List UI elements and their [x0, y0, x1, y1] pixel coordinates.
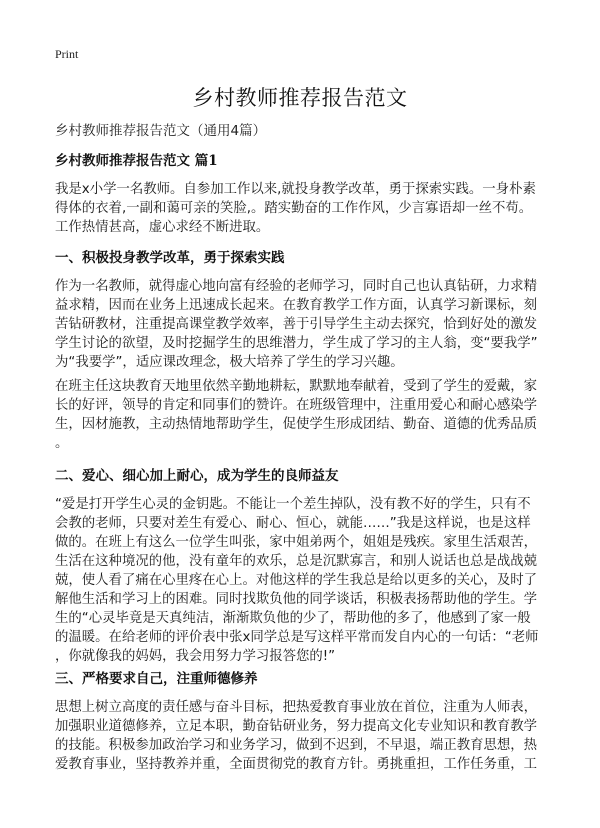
- paragraph-line: 兢，使人看了痛在心里疼在心上。对他这样的学生我总是给以更多的关心，及时了: [55, 573, 538, 588]
- section-1-paragraph-1: [55, 277, 547, 372]
- paragraph-line: 。: [55, 436, 69, 451]
- paragraph-line: 为“我要学”，适应课改理念，极大培养了学生的学习兴趣。: [55, 355, 404, 370]
- paragraph-line: 作为一名教师，就得虚心地向富有经验的老师学习，同时自己也认真钻研，力求精: [55, 279, 538, 294]
- paragraph-line: 的技能。积极参加政治学习和业务学习，做到不迟到，不早退，端正教育思想，热: [55, 738, 538, 753]
- paragraph-line: 思想上树立高度的责任感与奋斗目标，把热爱教育事业放在首位，注重为人师表，: [55, 700, 538, 715]
- paragraph-line: 做的。在班上有这么一位学生叫张，家中姐弟两个，姐姐是残疾。家里生活艰苦，: [55, 535, 538, 550]
- section-3-paragraph-1: [55, 698, 547, 774]
- document-title: 乡村教师推荐报告范文: [192, 86, 408, 110]
- print-label: Print: [55, 47, 79, 61]
- paragraph-line: ，你就像我的妈妈，我会用努力学习报答您的!”: [55, 649, 336, 664]
- paragraph-line: 在班主任这块教育天地里依然辛勤地耕耘，默默地奉献着，受到了学生的爱戴，家: [55, 379, 538, 394]
- paragraph-line: 爱教育事业，坚持教养并重，全面贯彻党的教育方针。勇挑重担，工作任务重，工: [55, 757, 538, 772]
- paragraph-line: 生，因材施教，主动热情地帮助学生，促使学生形成团结、勤奋、道德的优秀品质: [55, 417, 538, 432]
- paragraph-line: 长的好评，领导的肯定和同事们的赞许。在班级管理中，注重用爱心和耐心感染学: [55, 398, 538, 413]
- section-2-paragraph-1: [55, 495, 547, 666]
- section-heading-1: 一、积极投身教学改革，勇于探索实践: [55, 250, 285, 266]
- paragraph-line: 苦钻研教材，注重提高课堂教学效率，善于引导学生主动去探究，恰到好处的激发: [55, 317, 538, 332]
- paragraph-line: 生的“心灵毕竟是天真纯洁，渐渐欺负他的少了，帮助他的多了，他感到了家一般: [55, 611, 531, 626]
- paragraph-line: 解他生活和学习上的困难。同时找欺负他的同学谈话，积极表扬帮助他的学生。学: [55, 592, 538, 607]
- document-subtitle: 乡村教师推荐报告范文（通用4篇）: [55, 123, 267, 139]
- paragraph-line: 生活在这种境况的他，没有童年的欢乐，总是沉默寡言，和别人说话也总是战战兢: [55, 554, 538, 569]
- section-heading-3: 三、严格要求自己，注重师德修养: [55, 671, 258, 687]
- intro-paragraph: [55, 180, 547, 237]
- paragraph-line: 我是x小学一名教师。自参加工作以来,就投身教学改革，勇于探索实践。一身朴素: [55, 182, 536, 197]
- paragraph-line: “爱是打开学生心灵的金钥匙。不能让一个差生掉队，没有教不好的学生，只有不: [55, 497, 531, 512]
- paragraph-line: 工作热情甚高，虚心求经不断进取。: [55, 220, 270, 235]
- paragraph-line: 得体的衣着,一副和蔼可亲的笑脸,。踏实勤奋的工作作风，少言寡语却一丝不苟。: [55, 201, 533, 216]
- paragraph-line: 会教的老师，只要对差生有爱心、耐心、恒心，就能……”我是这样说，也是这样: [55, 516, 531, 531]
- paragraph-line: 加强职业道德修养，立足本职，勤奋钻研业务，努力提高文化专业知识和教育教学: [55, 719, 538, 734]
- paragraph-line: 学生讨论的欲望，及时挖掘学生的思维潜力，学生成了学习的主人翁，变“要我学”: [55, 336, 538, 351]
- paragraph-line: 的温暖。在给老师的评价表中张x同学总是写这样平常而发自内心的一句话：“老师: [55, 630, 539, 645]
- article-heading: 乡村教师推荐报告范文 篇1: [55, 153, 218, 169]
- section-1-paragraph-2: [55, 377, 547, 453]
- section-heading-2: 二、爱心、细心加上耐心，成为学生的良师益友: [55, 468, 339, 484]
- paragraph-line: 益求精，因而在业务上迅速成长起来。在教育教学工作方面，认真学习新课标，刻: [55, 298, 538, 313]
